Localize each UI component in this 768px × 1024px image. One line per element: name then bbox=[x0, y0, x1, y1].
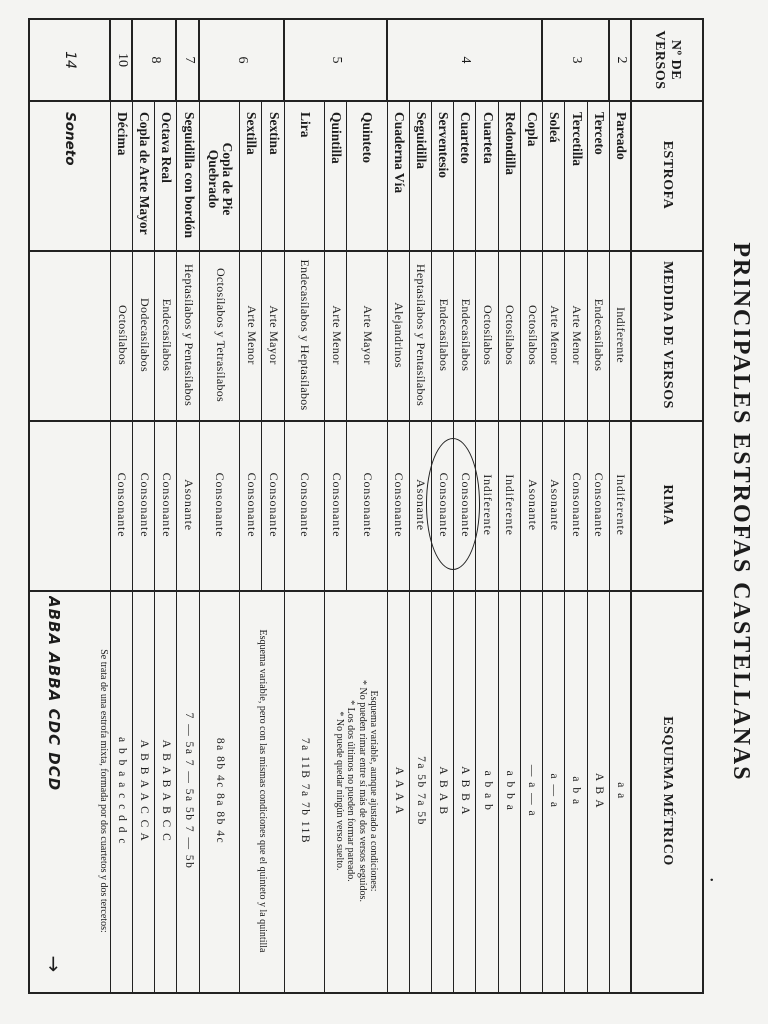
metric-scheme: Se trata de una estrofa mixta, formada por dos cuartetos y dos tercetos: bbox=[97, 649, 109, 933]
strophe-name: Soleá bbox=[547, 112, 563, 143]
metric-scheme: A B A B bbox=[437, 766, 450, 816]
metric-scheme: Esquema variable, pero con las mismas condiciones que el quinteto y la quintilla bbox=[257, 629, 269, 953]
rhyme-type: Indiferente bbox=[614, 474, 629, 536]
rhyme-type: Consonante bbox=[360, 472, 375, 538]
strophe-name: Copla bbox=[525, 112, 541, 147]
rhyme-type: Consonante bbox=[266, 472, 281, 538]
soneto-handwritten-scheme: ABBA ABBA CDC DCD bbox=[45, 596, 64, 792]
strophe-name: Lira bbox=[297, 112, 313, 138]
strophe-name: Cuaderna Vía bbox=[391, 112, 407, 194]
rhyme-type: Asonante bbox=[525, 479, 540, 531]
verse-count: 8 bbox=[148, 56, 164, 64]
rhyme-type: Consonante bbox=[213, 472, 228, 538]
hand-drawn-circle bbox=[426, 438, 480, 570]
strophe-name: Décima bbox=[115, 112, 131, 156]
rhyme-type: Consonante bbox=[298, 472, 313, 538]
column-divider bbox=[30, 420, 702, 422]
header-estrofa: ESTROFA bbox=[660, 140, 675, 210]
verse-count: 5 bbox=[329, 56, 345, 64]
verse-count: 4 bbox=[458, 56, 474, 64]
strophe-name: Sextina bbox=[266, 112, 282, 155]
strophe-name: Seguidilla bbox=[414, 112, 429, 170]
strophe-name: Serventesio bbox=[436, 112, 452, 178]
verse-count: 6 bbox=[235, 56, 251, 64]
rhyme-type: Consonante bbox=[436, 472, 451, 538]
verse-measure: Heptasílabos y Pentasílabos bbox=[182, 263, 197, 407]
rhyme-type: Asonante bbox=[547, 479, 562, 531]
column-divider bbox=[30, 100, 702, 102]
verse-measure: Octosílabos y Tetrasílabos bbox=[213, 267, 228, 403]
verse-measure: Heptasílabos y Pentasílabos bbox=[414, 263, 429, 407]
rhyme-type: Indiferente bbox=[503, 474, 518, 536]
metric-scheme: a b a bbox=[570, 776, 583, 806]
verse-count: 14 bbox=[62, 51, 79, 69]
verse-measure: Octosílabos bbox=[525, 305, 540, 365]
metric-scheme: Esquema variable, aunque ajustado a condiciones: * No pueden rimar entre sí más de dos versos seguidos. * Los dos últimos no pueden formar pareado. * No puede quedar ningún verso suelto. bbox=[333, 680, 380, 902]
verse-count: 3 bbox=[569, 56, 585, 64]
strophe-name: Cuarteto bbox=[458, 112, 474, 164]
rhyme-type: Consonante bbox=[244, 472, 259, 538]
metric-scheme: a b b a bbox=[503, 770, 516, 812]
header-versos: Nº DE VERSOS bbox=[652, 30, 683, 90]
verse-measure: Dodecasílabos bbox=[137, 298, 152, 372]
page-title: PRINCIPALES ESTROFAS CASTELLANAS bbox=[728, 242, 754, 782]
verse-count: 7 bbox=[181, 56, 197, 64]
column-divider bbox=[30, 590, 702, 592]
verse-measure: Endecasílabos bbox=[159, 298, 174, 372]
strophe-table bbox=[28, 18, 704, 994]
verse-measure: Arte Menor bbox=[244, 305, 259, 365]
verse-measure: Arte Menor bbox=[329, 305, 344, 365]
rhyme-type: Consonante bbox=[458, 472, 473, 538]
rhyme-type: Asonante bbox=[182, 479, 197, 531]
strophe-name: Soneto bbox=[62, 112, 79, 166]
verse-measure: Octosílabos bbox=[503, 305, 518, 365]
rhyme-type: Consonante bbox=[592, 472, 607, 538]
metric-scheme: a b b a a c c d d c bbox=[115, 736, 128, 845]
handwritten-arrow: → bbox=[42, 955, 67, 973]
rhyme-type: Consonante bbox=[329, 472, 344, 538]
asterisk-mark: • bbox=[705, 878, 716, 882]
verse-count: 2 bbox=[613, 56, 629, 64]
rhyme-type bbox=[30, 424, 111, 586]
rhyme-type: Consonante bbox=[392, 472, 407, 538]
verse-measure: Octosílabos bbox=[115, 305, 130, 365]
strophe-name: Seguidilla con bordón bbox=[181, 112, 197, 239]
rhyme-type: Consonante bbox=[569, 472, 584, 538]
rhyme-type: Indiferente bbox=[481, 474, 496, 536]
metric-scheme: 7a 11B 7a 7b 11B bbox=[298, 737, 311, 845]
strophe-name: Quintilla bbox=[329, 112, 345, 164]
rhyme-type: Consonante bbox=[115, 472, 130, 538]
metric-scheme: A A A A bbox=[392, 766, 405, 816]
group-divider bbox=[28, 20, 30, 100]
header-rima: RIMA bbox=[660, 484, 675, 526]
metric-scheme: a a bbox=[614, 782, 627, 800]
strophe-name: Copla de Arte Mayor bbox=[137, 112, 153, 235]
verse-measure: Endecasílabos bbox=[458, 298, 473, 372]
metric-scheme: — a — a bbox=[526, 764, 539, 818]
metric-scheme: 7a 5b 7a 5b bbox=[414, 756, 427, 826]
verse-measure: Endecasílabos y Heptasílabos bbox=[298, 259, 313, 411]
verse-measure: Indiferente bbox=[614, 307, 629, 363]
strophe-name: Redondilla bbox=[502, 112, 518, 176]
column-divider bbox=[30, 250, 702, 252]
verse-measure: Arte Menor bbox=[547, 305, 562, 365]
metric-scheme: A B B A bbox=[459, 766, 472, 816]
metric-scheme: 8a 8b 4c 8a 8b 4c bbox=[213, 737, 226, 845]
metric-scheme: a — a bbox=[548, 773, 561, 809]
rhyme-type: Consonante bbox=[137, 472, 152, 538]
verse-count: 10 bbox=[114, 53, 130, 67]
verse-measure: Octosílabos bbox=[481, 305, 496, 365]
verse-measure: Arte Menor bbox=[570, 305, 585, 365]
header-esquema: ESQUEMA MÉTRICO bbox=[660, 716, 675, 866]
metric-scheme: A B B A A C C A bbox=[138, 739, 151, 843]
verse-measure: Endecasílabos bbox=[592, 298, 607, 372]
metric-scheme: A B A B A B C C bbox=[160, 739, 173, 843]
metric-scheme: A B A bbox=[592, 772, 605, 810]
verse-measure bbox=[30, 254, 111, 416]
verse-measure: Arte Mayor bbox=[267, 305, 282, 365]
rhyme-type: Asonante bbox=[414, 479, 429, 531]
metric-scheme: a b a b bbox=[481, 770, 494, 812]
header-medida: MEDIDA DE VERSOS bbox=[660, 261, 675, 409]
strophe-name: Tercetilla bbox=[569, 112, 585, 166]
rhyme-type: Consonante bbox=[159, 472, 174, 538]
strophe-name: Terceto bbox=[591, 112, 607, 155]
strophe-name: Quinteto bbox=[360, 112, 376, 164]
strophe-name: Sextilla bbox=[244, 112, 260, 155]
verse-measure: Endecasílabos bbox=[436, 298, 451, 372]
strophe-name: Copla de Pie Quebrado bbox=[205, 142, 236, 216]
metric-scheme: 7 — 5a 7 — 5a 5b 7 — 5b bbox=[182, 712, 195, 870]
strophe-name: Octava Real bbox=[159, 112, 175, 183]
verse-measure: Alejandrinos bbox=[392, 302, 407, 368]
verse-measure: Arte Mayor bbox=[360, 305, 375, 365]
strophe-name: Cuarteta bbox=[480, 112, 496, 164]
strophe-name: Pareado bbox=[613, 112, 629, 160]
